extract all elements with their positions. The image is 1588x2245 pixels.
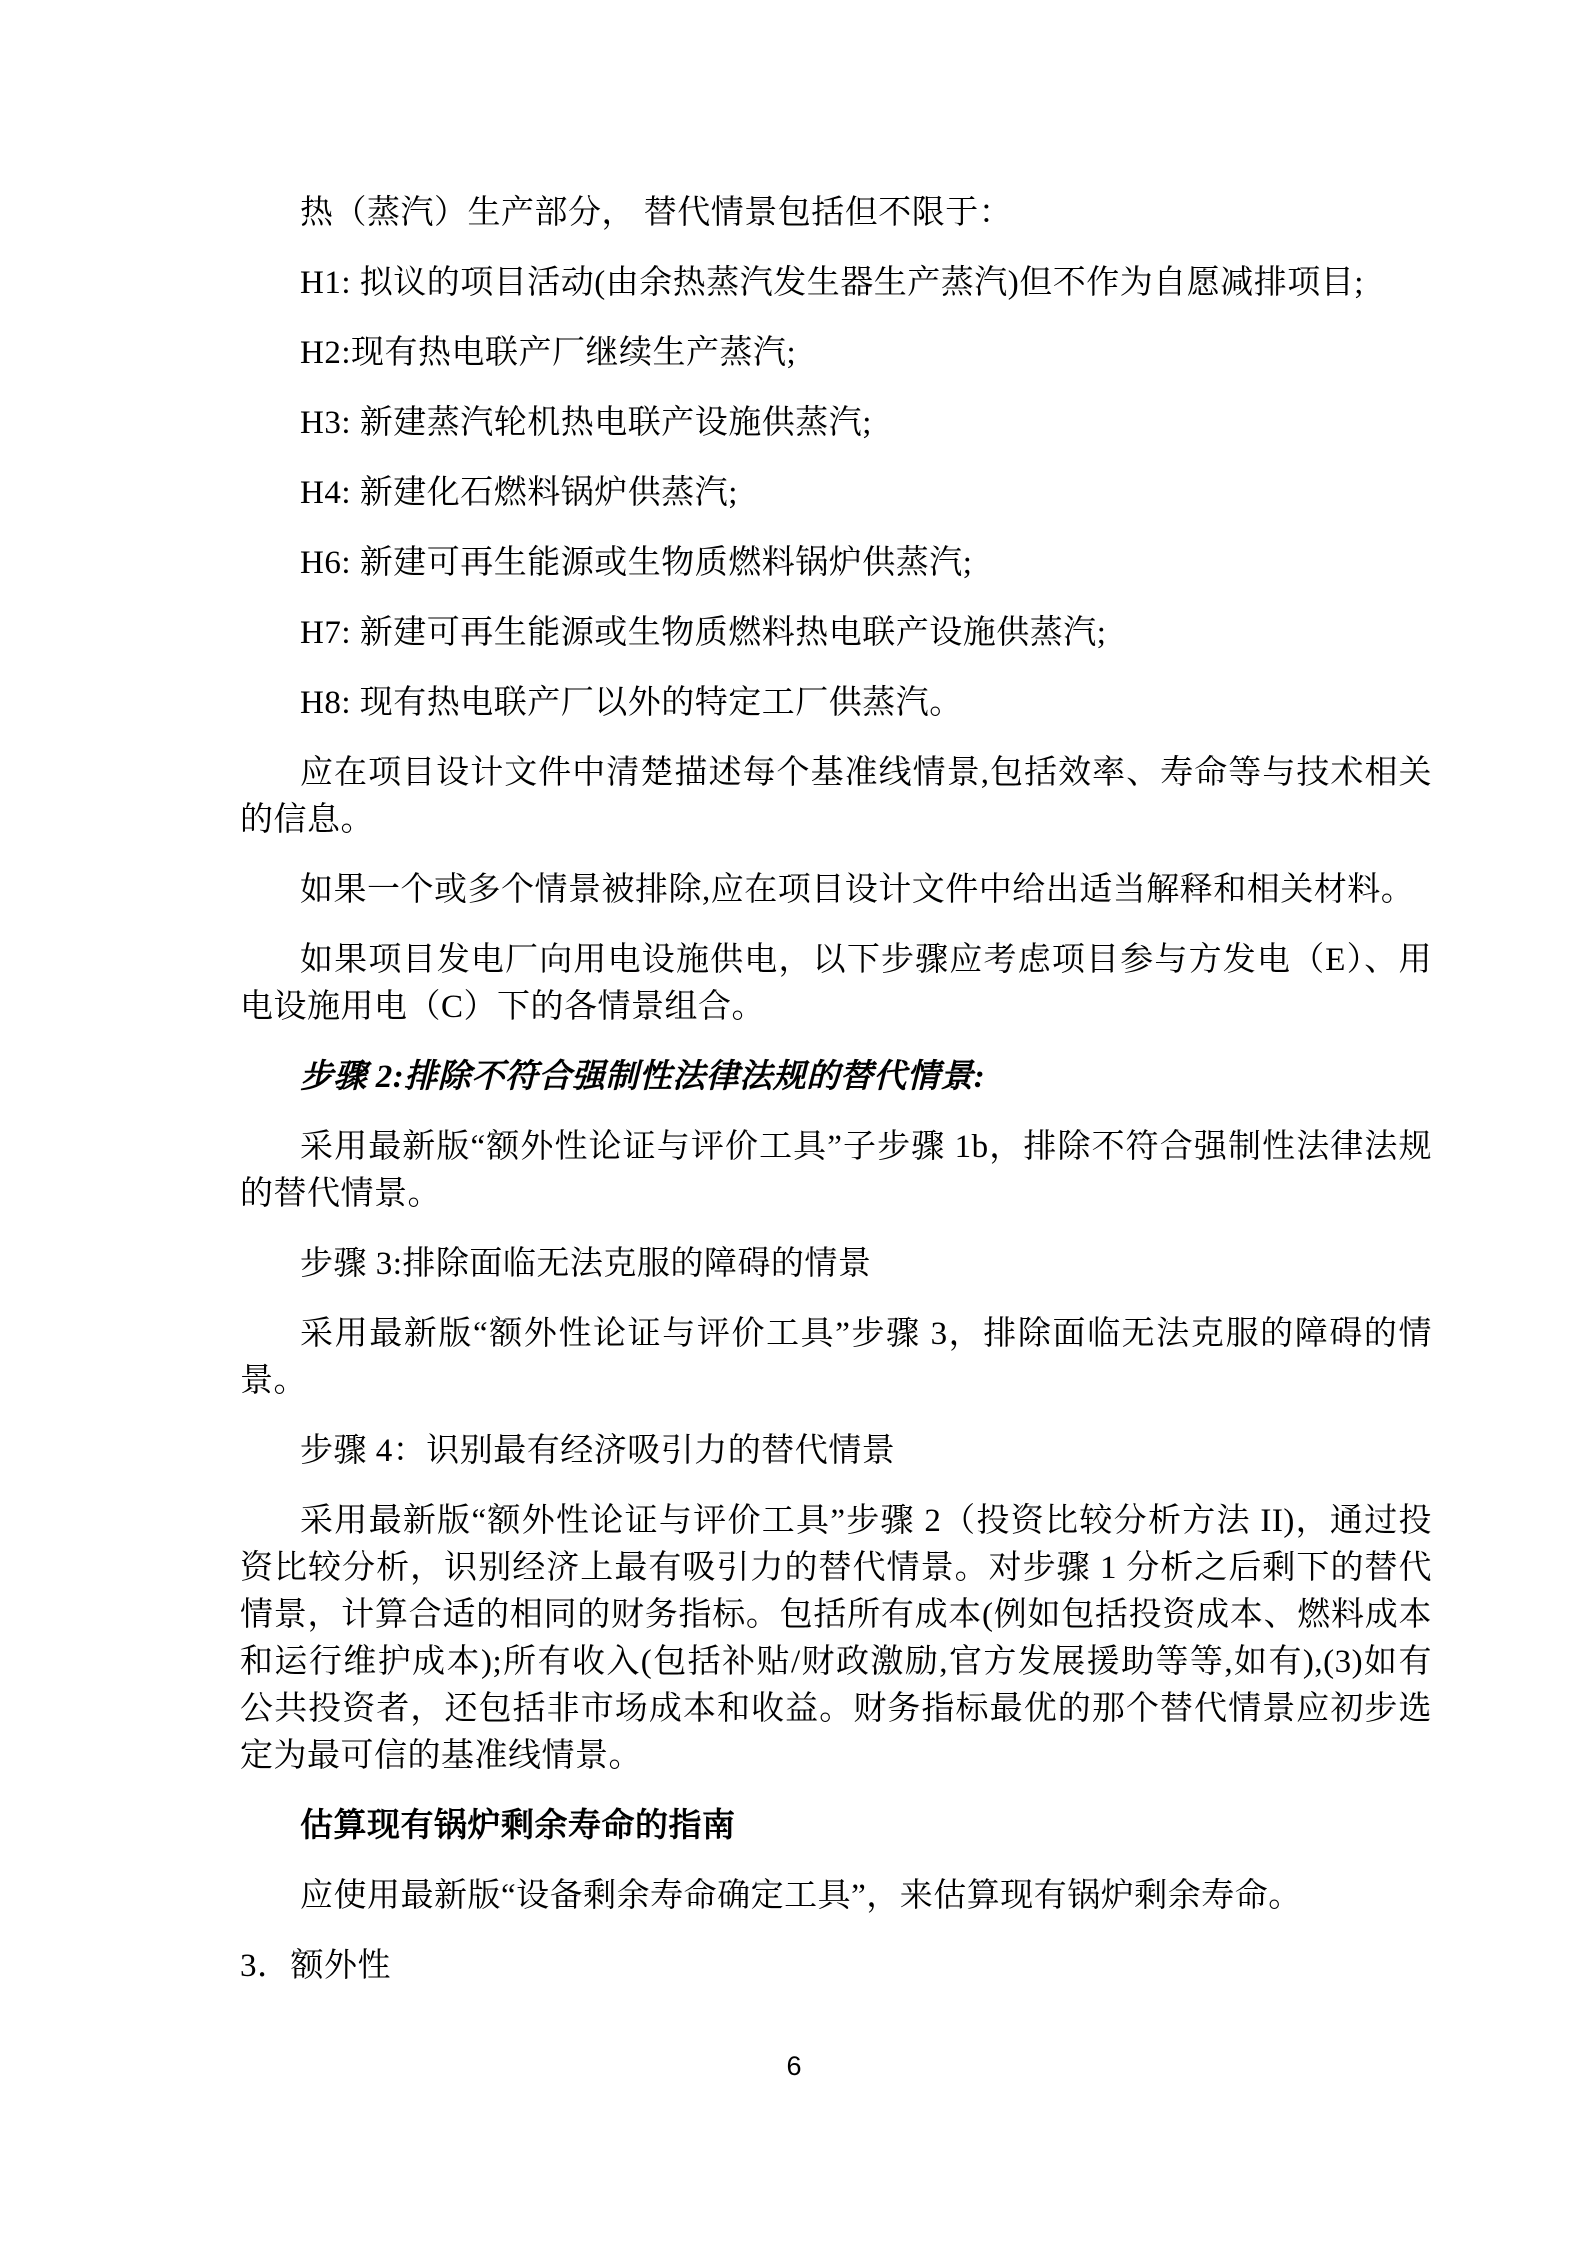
heading-step-4: 步骤 4：识别最有经济吸引力的替代情景 — [300, 1433, 896, 1469]
para-step-2-body: 采用最新版“额外性论证与评价工具”子步骤 1b，排除不符合强制性法律法规的替代情景。 — [240, 1129, 1432, 1212]
list-item-h2: H2:现有热电联产厂继续生产蒸汽; — [300, 335, 797, 371]
para-step-3-body: 采用最新版“额外性论证与评价工具”步骤 3，排除面临无法克服的障碍的情景。 — [240, 1316, 1432, 1399]
list-item-h1: H1: 拟议的项目活动(由余热蒸汽发生器生产蒸汽)但不作为自愿减排项目; — [300, 265, 1364, 301]
para-excluded-scenarios: 如果一个或多个情景被排除,应在项目设计文件中给出适当解释和相关材料。 — [300, 872, 1415, 908]
list-item-h7: H7: 新建可再生能源或生物质燃料热电联产设施供蒸汽; — [300, 615, 1107, 651]
para-heat-production-intro: 热（蒸汽）生产部分， 替代情景包括但不限于： — [300, 195, 1013, 231]
heading-section-3-additionality: 3．额外性 — [240, 1948, 391, 1984]
para-baseline-description: 应在项目设计文件中清楚描述每个基准线情景,包括效率、寿命等与技术相关的信息。 — [240, 755, 1432, 838]
list-item-h4: H4: 新建化石燃料锅炉供蒸汽; — [300, 475, 738, 511]
heading-step-3: 步骤 3:排除面临无法克服的障碍的情景 — [300, 1246, 872, 1282]
heading-step-2: 步骤 2:排除不符合强制性法律法规的替代情景: — [300, 1059, 986, 1095]
page-number: 6 — [786, 2051, 802, 2081]
para-remaining-life-tool: 应使用最新版“设备剩余寿命确定工具”，来估算现有锅炉剩余寿命。 — [300, 1878, 1302, 1914]
heading-boiler-remaining-life: 估算现有锅炉剩余寿命的指南 — [300, 1808, 736, 1844]
list-item-h3: H3: 新建蒸汽轮机热电联产设施供蒸汽; — [300, 405, 872, 441]
list-item-h6: H6: 新建可再生能源或生物质燃料锅炉供蒸汽; — [300, 545, 973, 581]
para-power-plant-combination: 如果项目发电厂向用电设施供电，以下步骤应考虑项目参与方发电（E）、用电设施用电（C）下的各情景组合。 — [240, 942, 1432, 1025]
list-item-h8: H8: 现有热电联产厂以外的特定工厂供蒸汽。 — [300, 685, 963, 721]
para-step-4-body: 采用最新版“额外性论证与评价工具”步骤 2（投资比较分析方法 II)，通过投资比较分析，识别经济上最有吸引力的替代情景。对步骤 1 分析之后剩下的替代情景，计算合适的相同的财务指标。包括所有成本(例如包括投资成本、燃料成本和运行维护成本);所有收入(包括补贴/财政激励,官方发展援助等等,如有),(3)如有公共投资者，还包括非市场成本和收益。财务指标最优的那个替代情景应初步选定为最可信的基准线情景。 — [240, 1503, 1432, 1774]
document-body — [240, 190, 1432, 2013]
